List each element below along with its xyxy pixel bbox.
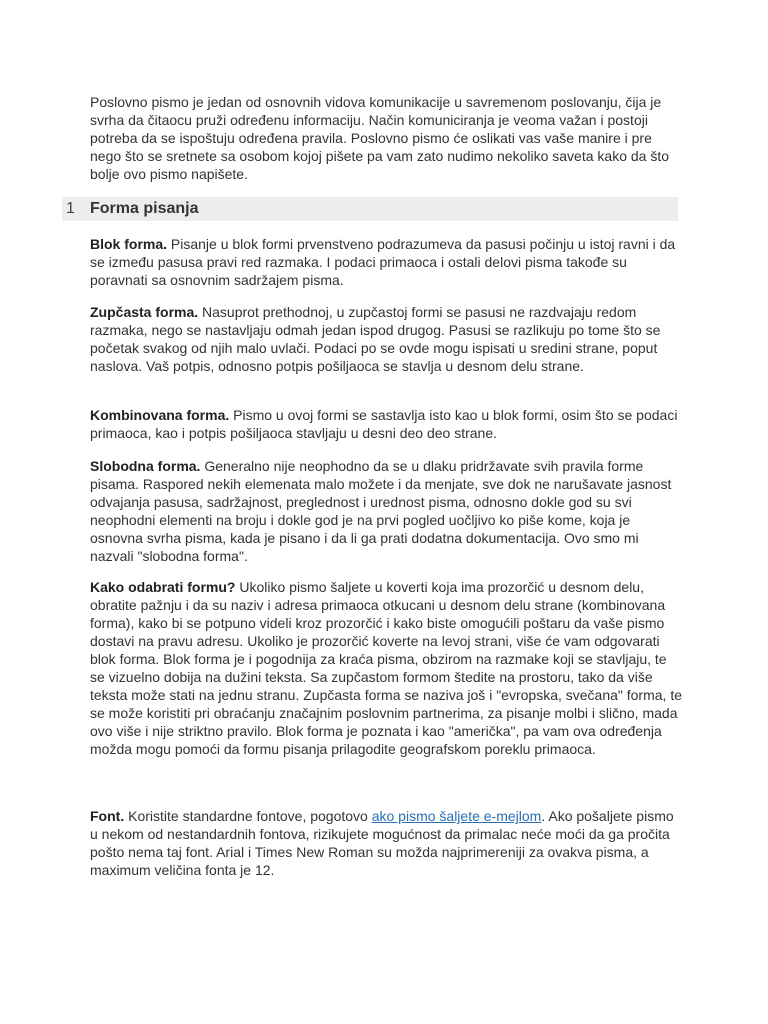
email-link[interactable]: ako pismo šaljete e-mejlom	[371, 808, 542, 824]
text-zupcasta-forma: Nasuprot prethodnoj, u zupčastoj formi se pasusi ne razdvajaju redom razmaka, nego se nastavljaju odmah jedan ispod drugog. Pasusi se razlikuju po tome što se početak svakog od njih malo uvlači. Podaci po se ovde mogu ispisati u sredini strane, poput naslova. Vaš potpis, odnosno potpis pošiljaoca se stavlja u desnom delu strane.	[90, 304, 661, 374]
term-font: Font.	[90, 808, 125, 824]
text-font-before: Koristite standardne fontove, pogotovo	[124, 808, 372, 824]
term-slobodna-forma: Slobodna forma.	[90, 458, 201, 474]
paragraph-kombinovana-forma	[90, 406, 682, 442]
paragraph-font	[90, 807, 682, 879]
intro-paragraph: Poslovno pismo je jedan od osnovnih vidova komunikacije u savremenom poslovanju, čija je svrha da čitaocu pruži određenu informaciju. Način komuniciranja je veoma važan i postoji potreba da se ispoštuju određena pravila. Poslovno pismo će oslikati vas vaše manire i pre nego što se sretnete sa osobom kojoj pišete pa vam zato nudimo nekoliko saveta kako da što bolje ovo pismo napišete.	[90, 94, 670, 182]
term-blok-forma: Blok forma.	[90, 236, 168, 252]
text-blok-forma: Pisanje u blok formi prvenstveno podrazumeva da pasusi počinju u istoj ravni i da se između pasusa pravi red razmaka. I podaci primaoca i ostali delovi pisma takođe su poravnati sa osnovnim sadržajem pisma.	[90, 236, 676, 288]
section-title: Forma pisanja	[90, 200, 199, 217]
text-slobodna-forma: Generalno nije neophodno da se u dlaku pridržavate svih pravila forme pisama. Raspored nekih elemenata malo možete i da menjate, sve dok ne narušavate jasnost odvajanja pasusa, sadržajnost, preglednost i urednost pisma, odnosno dokle god su svi neophodni elementi na broju i dokle god je na prvi pogled uočljivo ko piše kome, koja je osnovna svrha pisma, kada je pisano i da li ga prati dodatna dokumentacija. Ovo smo mi nazvali "slobodna forma".	[90, 458, 672, 564]
text-font-after: . Ako pošaljete pismo u nekom od nestandardnih fontova, rizikujete mogućnost da primalac neće moći da ga pročita pošto nema taj font. Arial i Times New Roman su možda najprimereniji za ovakva pisma, a maximum veličina fonta je 12.	[90, 808, 674, 878]
text-kako-odabrati: Ukoliko pismo šaljete u koverti koja ima prozorčić u desnom delu, obratite pažnju i da su naziv i adresa primaoca otkucani u desnom delu strane (kombinovana forma), kako bi se potpuno videli kroz prozorčić i kako biste omogućili poštaru da vaše pismo dostavi na pravu adresu. Ukoliko je prozorčić koverte na levoj strani, više će vam odgovarati blok forma. Blok forma je i pogodnija za kraća pisma, obzirom na razmake koji se stavljaju, te se vizuelno dobija na dužini teksta. Sa zupčastom formom štedite na prostoru, tako da više teksta može stati na jednu stranu. Zupčasta forma se naziva još i "evropska, svečana" forma, te se može koristiti pri obraćanju značajnim poslovnim partnerima, za pisanje molbi i slično, mada ovo više i nije striktno pravilo. Blok forma je poznata i kao "američka", pa vam ova određenja možda mogu pomoći da formu pisanja prilagodite geografskom poreklu primaoca.	[90, 579, 682, 757]
paragraph-slobodna-forma	[90, 457, 682, 565]
text-kombinovana-forma: Pismo u ovoj formi se sastavlja isto kao u blok formi, osim što se podaci primaoca, kao i potpis pošiljaoca stavljaju u desni deo deo strane.	[90, 407, 678, 441]
term-kako-odabrati: Kako odabrati formu?	[90, 579, 236, 595]
paragraph-zupcasta-forma	[90, 303, 682, 375]
section-header	[62, 197, 678, 221]
section-number: 1	[66, 200, 75, 217]
term-kombinovana-forma: Kombinovana forma.	[90, 407, 230, 423]
paragraph-kako-odabrati	[90, 578, 682, 758]
term-zupcasta-forma: Zupčasta forma.	[90, 304, 199, 320]
paragraph-blok-forma	[90, 235, 682, 289]
